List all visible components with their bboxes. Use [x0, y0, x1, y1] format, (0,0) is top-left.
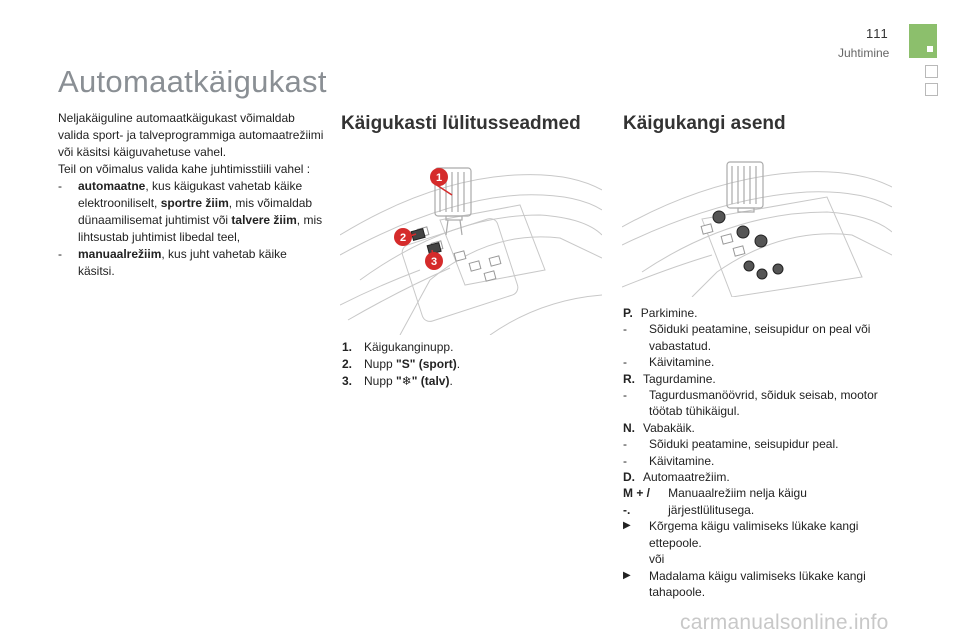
svg-text:2: 2: [399, 232, 407, 244]
chapter-tab-marker: [927, 46, 933, 52]
gear-selector-illustration: [340, 160, 602, 335]
gear-positions-illustration: [622, 157, 892, 297]
arrow-right-icon: ▶: [623, 520, 631, 532]
legend-item: ▶ Kõrgema käigu valimiseks lükake kangi ettepoole.: [623, 519, 859, 550]
page-number: 111: [866, 26, 889, 41]
chapter-label: Juhtimine: [838, 46, 890, 60]
legend-item: M + / -. Manuaalrežiim nelja käigu järjestlülitusega.: [623, 486, 807, 517]
positions-legend: [623, 305, 893, 600]
arrow-right-icon: ▶: [623, 569, 631, 581]
legend-item: või: [649, 552, 665, 567]
legend-item: - Sõiduki peatamine, seisupidur peal.: [623, 437, 839, 452]
legend-item: - Käivitamine.: [623, 453, 715, 468]
legend-item: 1. Käigukanginupp.: [342, 340, 454, 354]
legend-item: ▶ Madalama käigu valimiseks lükake kangi tahapoole.: [623, 568, 866, 599]
intro-paragraph: Teil on võimalus valida kahe juhtimisstiili vahel :: [58, 162, 311, 176]
intro-paragraph: Neljakäiguline automaatkäigukast võimaldab valida sport- ja talveprogrammiga automaatrežiimi või käsitsi käiguvahetuse vahel.: [58, 111, 324, 159]
section-heading-controls: Käigukasti lülitusseadmed: [341, 113, 581, 134]
legend-item: - Käivitamine.: [623, 355, 715, 370]
watermark: carmanualsonline.info: [680, 611, 889, 634]
svg-text:1: 1: [435, 172, 443, 184]
legend-item: N. Vabakäik.: [623, 420, 695, 435]
section-heading-positions: Käigukangi asend: [623, 113, 786, 134]
legend-item: - Sõiduki peatamine, seisupidur on peal või vabastatud.: [623, 322, 871, 353]
page-title: Automaatkäigukast: [58, 64, 327, 99]
list-item: - manuaalrežiim, kus juht vahetab käike käsitsi.: [58, 247, 287, 278]
legend-item: 3. Nupp "❄" (talv).: [342, 374, 453, 388]
legend-item: - Tagurdusmanöövrid, sõiduk seisab, mootor töötab tühikäigul.: [623, 388, 878, 419]
controls-legend: [342, 339, 460, 390]
legend-item: D. Automaatrežiim.: [623, 470, 730, 485]
legend-item: 2. Nupp "S" (sport).: [342, 357, 461, 371]
list-item: - automaatne, kus käigukast vahetab käike elektrooniliselt, sportre žiim, mis võimaldab dünaamilisemat juhtimist või talvere žiim, mis lihtsustab juhtimist libedal teel,: [58, 179, 323, 244]
legend-item: R. Tagurdamine.: [623, 371, 716, 386]
chapter-tab-box: [925, 65, 938, 78]
svg-text:3: 3: [430, 256, 438, 268]
chapter-tab: [909, 24, 937, 58]
intro-text: [58, 110, 326, 280]
legend-item: P. Parkimine.: [623, 306, 698, 320]
chapter-tab-box: [925, 83, 938, 96]
